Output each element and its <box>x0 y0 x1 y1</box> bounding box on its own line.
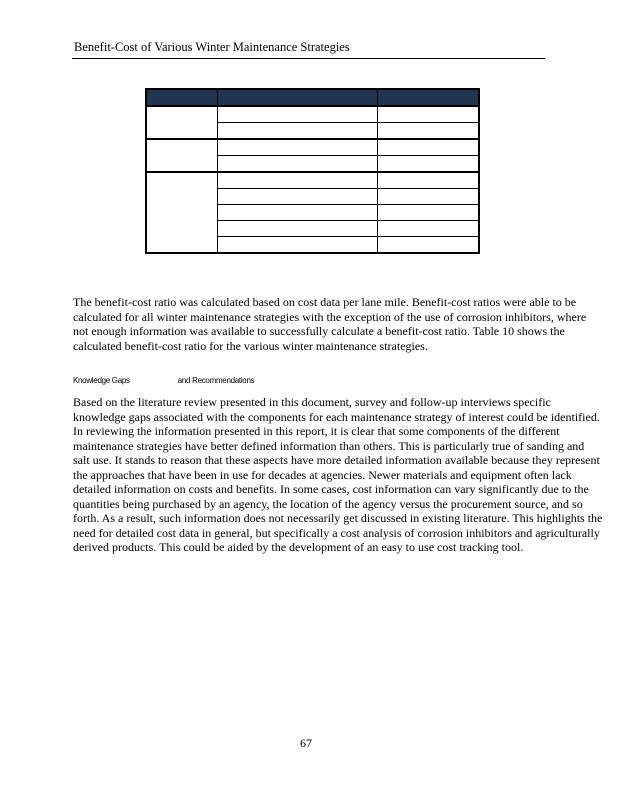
table-cell <box>217 189 377 205</box>
table-cell <box>217 139 377 156</box>
table-cell <box>377 172 479 189</box>
header-divider <box>72 58 545 59</box>
subheading-part-1: Knowledge Gaps <box>73 376 130 385</box>
paragraph-knowledge-gaps: Based on the literature review presented in this document, survey and follow-up interviews specific knowledge gaps associated with the components for each maintenance strategy of interest could be identified. In reviewing the information presented in this report, it is clear that some components of the different maintenance strategies have better defined information than others. This is particularly true of sanding and salt use. It stands to reason that these aspects have more detailed information available because they represent the approaches that have been in use for decades at agencies. Newer materials and equipment often lack detailed information on costs and benefits. In some cases, cost information can vary significantly due to the quantities being purchased by an agency, the location of the agency versus the procurement source, and so forth. As a result, such information does not necessarily get discussed in existing literature. This highlights the need for detailed cost data in general, but specifically a cost analysis of corrosion inhibitors and agriculturally derived products. This could be aided by the development of an easy to use cost tracking tool. <box>73 395 603 554</box>
table-cell <box>217 156 377 173</box>
table-cell <box>217 237 377 254</box>
table-header-cell <box>217 89 377 106</box>
table-group-cell <box>146 139 217 172</box>
section-subheading <box>73 376 254 385</box>
table-cell <box>217 106 377 123</box>
page-number: 67 <box>300 736 312 750</box>
table-cell <box>377 205 479 221</box>
table-cell <box>377 123 479 140</box>
table-cell <box>217 123 377 140</box>
subheading-part-2: and Recommendations <box>177 376 255 385</box>
table-cell <box>377 237 479 254</box>
table-cell <box>377 156 479 173</box>
paragraph-benefit-cost: The benefit-cost ratio was calculated based on cost data per lane mile. Benefit-cost ratios were able to be calculated for all winter maintenance strategies with the exception of the use of corrosion inhibitors, where not enough information was available to successfully calculate a benefit-cost ratio. Table 10 shows the calculated benefit-cost ratio for the various winter maintenance strategies. <box>73 295 587 353</box>
table-cell <box>217 221 377 237</box>
table-row <box>146 139 479 156</box>
table-cell <box>377 189 479 205</box>
table-cell <box>217 172 377 189</box>
table-group-cell <box>146 172 217 253</box>
table-header-row <box>146 89 479 106</box>
table-header-cell <box>377 89 479 106</box>
benefit-cost-table <box>145 88 480 254</box>
table-group-cell <box>146 106 217 139</box>
table-cell <box>377 139 479 156</box>
table-header-cell <box>146 89 217 106</box>
table-row <box>146 172 479 189</box>
page-header: Benefit-Cost of Various Winter Maintenance Strategies <box>74 40 350 54</box>
table-cell <box>377 221 479 237</box>
table-row <box>146 106 479 123</box>
table-cell <box>217 205 377 221</box>
table-cell <box>377 106 479 123</box>
